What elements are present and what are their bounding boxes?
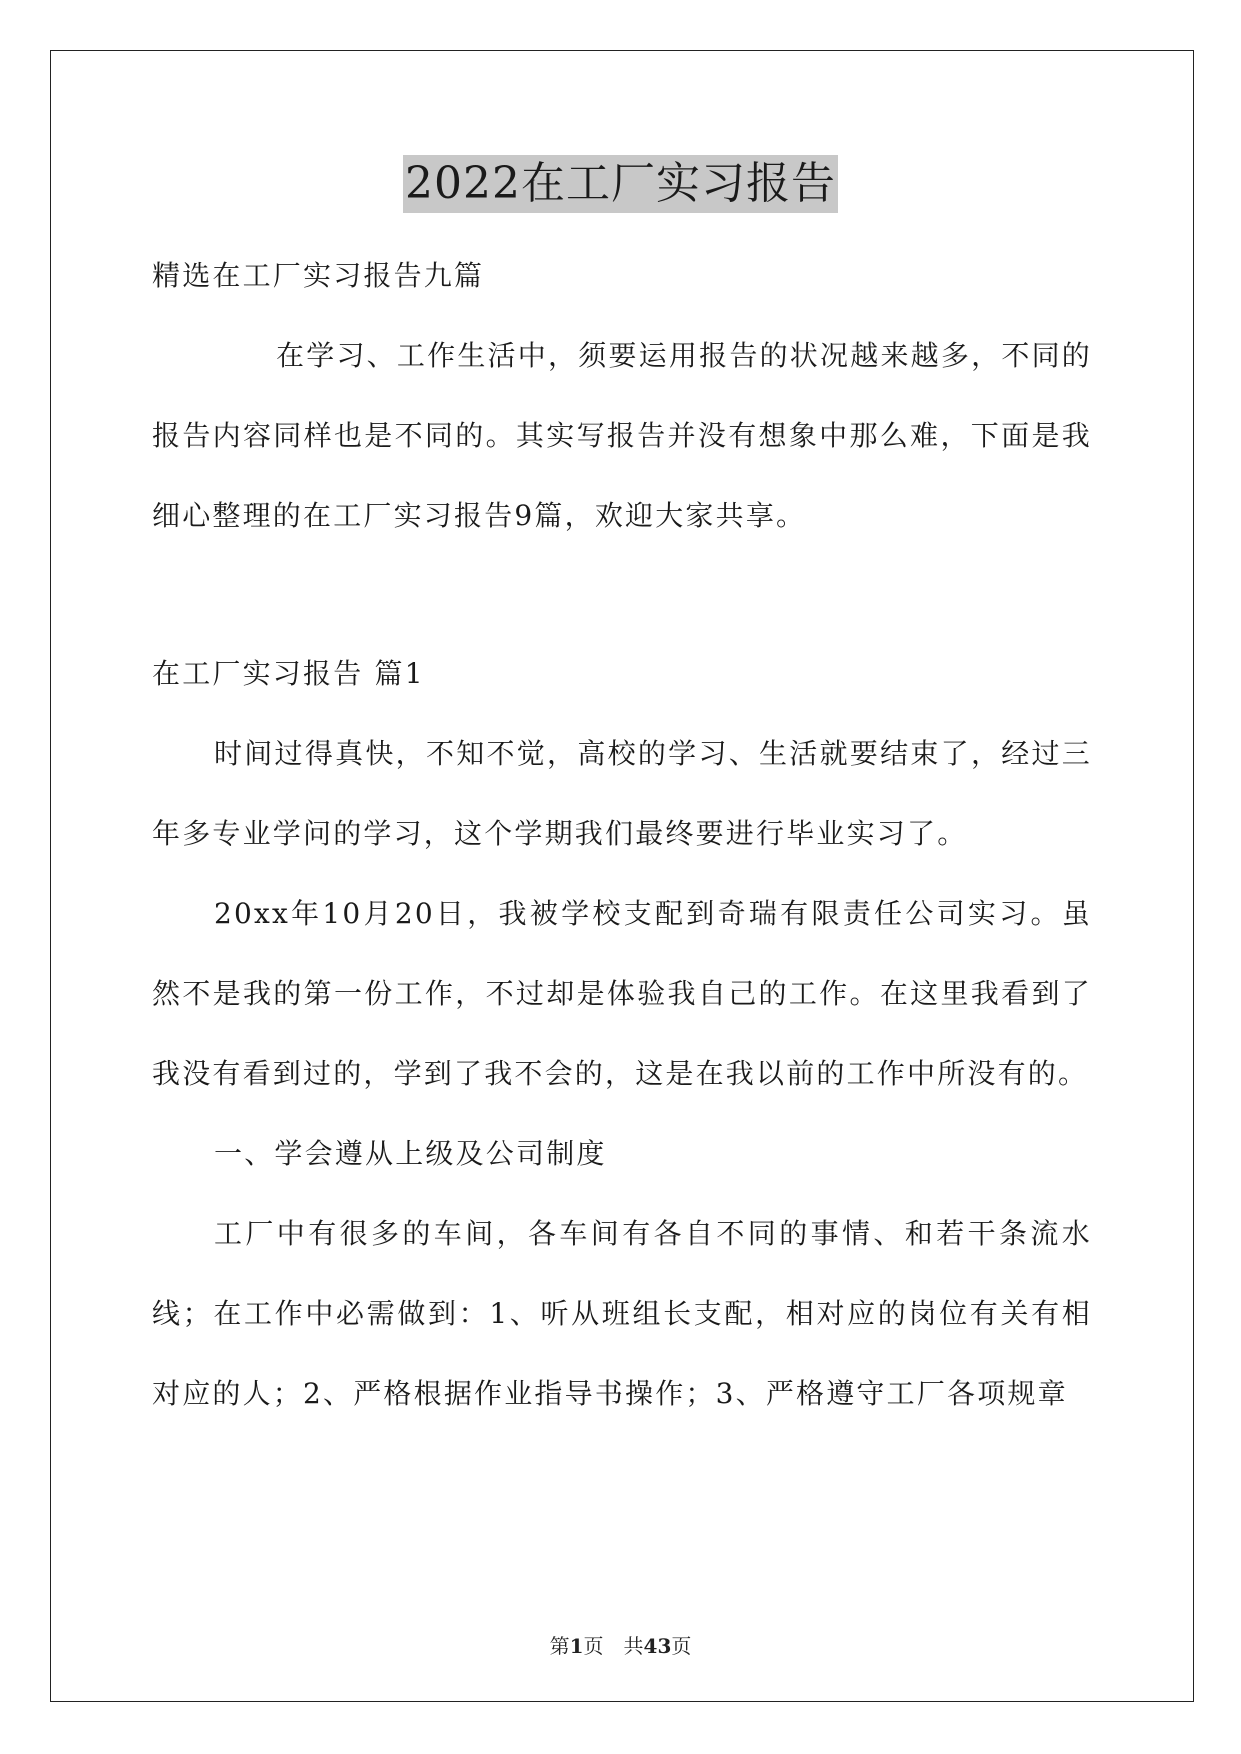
page-number-prefix: 第 [549, 1634, 570, 1658]
page-number-suffix: 页 [583, 1634, 604, 1658]
body-paragraph: 时间过得真快，不知不觉，高校的学习、生活就要结束了，经过三年多专业学问的学习，这个学期我们最终要进行毕业实习了。 [152, 737, 1092, 850]
page-footer [0, 1632, 1241, 1660]
subsection-heading: 一、学会遵从上级及公司制度 [214, 1137, 607, 1170]
document-subtitle: 精选在工厂实习报告九篇 [152, 259, 485, 292]
intro-paragraph: 在学习、工作生活中，须要运用报告的状况越来越多，不同的报告内容同样也是不同的。其实写报告并没有想象中那么难，下面是我细心整理的在工厂实习报告9篇，欢迎大家共享。 [152, 339, 1092, 532]
section-heading: 在工厂实习报告 篇1 [152, 657, 425, 690]
document-title [0, 155, 1241, 213]
total-pages-prefix: 共 [623, 1634, 644, 1658]
body-paragraph: 20xx年10月20日，我被学校支配到奇瑞有限责任公司实习。虽然不是我的第一份工作，不过却是体验我自己的工作。在这里我看到了我没有看到过的，学到了我不会的，这是在我以前的工作中所没有的。 [152, 897, 1092, 1090]
total-pages-suffix: 页 [671, 1634, 692, 1658]
body-paragraph: 工厂中有很多的车间，各车间有各自不同的事情、和若干条流水线；在工作中必需做到：1、听从班组长支配，相对应的岗位有关有相对应的人；2、严格根据作业指导书操作；3、严格遵守工厂各项规章 [152, 1217, 1092, 1410]
document-title-text: 2022在工厂实习报告 [403, 155, 838, 213]
total-pages: 43 [643, 1634, 672, 1658]
page-number: 1 [569, 1634, 584, 1658]
document-body [152, 236, 1092, 1434]
